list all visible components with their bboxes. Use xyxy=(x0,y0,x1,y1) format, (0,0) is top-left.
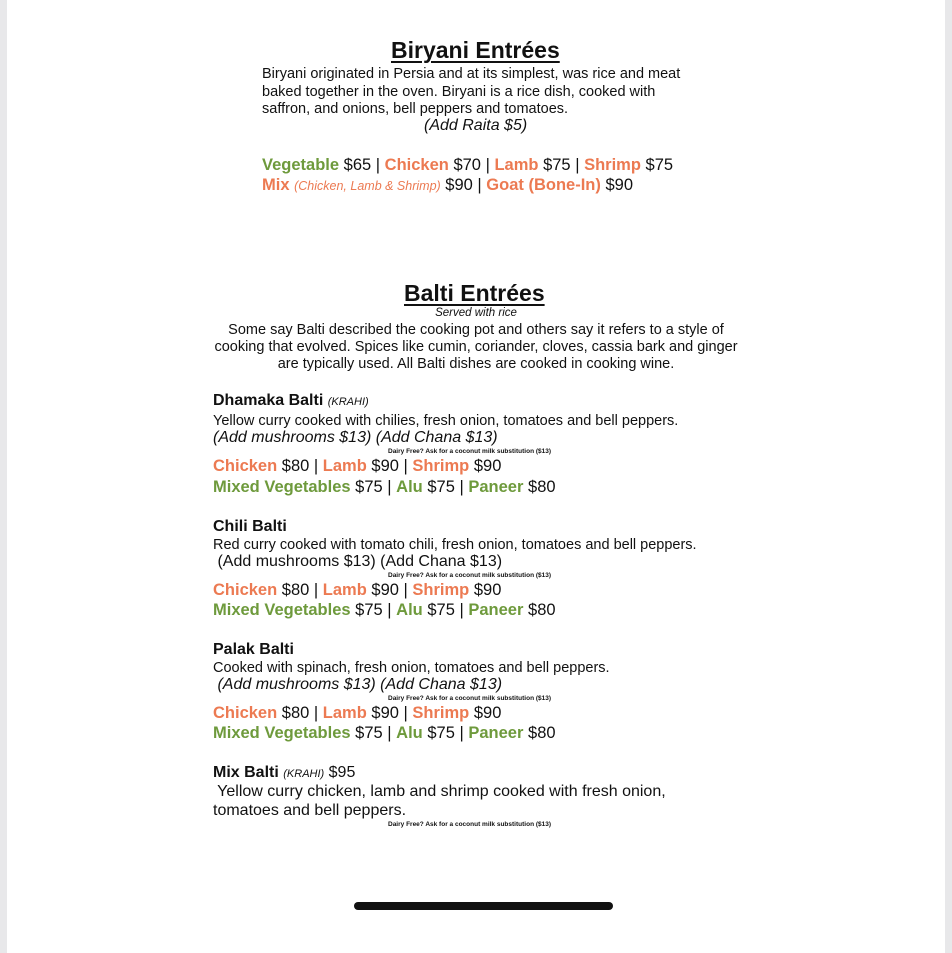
price-item-price: $90 xyxy=(371,581,399,599)
menu-page xyxy=(7,0,945,953)
price-item-price: $80 xyxy=(281,457,310,475)
price-item-price: $90 xyxy=(473,704,502,722)
price-item-price: $80 xyxy=(281,581,310,599)
separator: | xyxy=(477,176,482,194)
price-item-price: $80 xyxy=(528,724,556,742)
item-desc-line-1: Yellow curry chicken, lamb and shrimp cooked with fresh onion, xyxy=(213,783,666,800)
price-item-price: $75 xyxy=(355,601,383,619)
price-item-price: $75 xyxy=(645,156,674,174)
item-addons: (Add mushrooms $13) (Add Chana $13) xyxy=(213,553,503,570)
dairy-note: Dairy Free? Ask for a coconut milk substitution ($13) xyxy=(388,821,552,828)
separator: | xyxy=(387,724,392,742)
separator: | xyxy=(403,704,408,722)
price-item-price: $80 xyxy=(528,601,556,619)
price-item-price: $90 xyxy=(605,176,633,194)
item-desc: Yellow curry cooked with chilies, fresh onion, tomatoes and bell peppers. xyxy=(213,413,679,429)
item-addons: (Add mushrooms $13) (Add Chana $13) xyxy=(213,429,498,446)
price-item-price: $75 xyxy=(427,601,455,619)
balti-subtitle: Served with rice xyxy=(435,307,517,319)
meat-price-row xyxy=(213,704,501,723)
item-addons: (Add mushrooms $13) (Add Chana $13) xyxy=(213,676,503,693)
price-item-price: $80 xyxy=(528,478,556,496)
separator: | xyxy=(387,601,392,619)
price-item-name: Alu xyxy=(396,478,423,496)
price-item-name: Vegetable xyxy=(262,156,340,174)
price-item-price: $70 xyxy=(453,156,481,174)
item-price: $95 xyxy=(328,764,356,781)
price-item-price: $90 xyxy=(473,581,502,599)
price-item-price: $75 xyxy=(543,156,571,174)
price-item-price: $90 xyxy=(371,457,399,475)
veg-price-row xyxy=(213,478,556,497)
balti-desc-line-3: are typically used. All Balti dishes are cooked in cooking wine. xyxy=(277,356,675,372)
biryani-desc-line-1: Biryani originated in Persia and at its simplest, was rice and meat xyxy=(262,66,681,82)
separator: | xyxy=(375,156,381,174)
dairy-note: Dairy Free? Ask for a coconut milk substitution ($13) xyxy=(388,448,552,455)
price-item-price: $65 xyxy=(343,156,372,174)
item-name: Palak Balti xyxy=(213,641,294,658)
item-desc: Cooked with spinach, fresh onion, tomatoes and bell peppers. xyxy=(213,660,610,676)
price-item-name: Lamb xyxy=(322,457,367,475)
balti-desc-line-1: Some say Balti described the cooking pot and others say it refers to a style of xyxy=(228,322,724,338)
balti-title: Balti Entrées xyxy=(404,280,545,306)
item-desc: Red curry cooked with tomato chili, fresh onion, tomatoes and bell peppers. xyxy=(213,537,697,553)
price-item-name: Shrimp xyxy=(412,704,470,722)
separator: | xyxy=(387,478,392,496)
price-item-name: Mixed Vegetables xyxy=(213,724,351,742)
veg-price-row xyxy=(213,724,556,743)
item-desc-line-2: tomatoes and bell peppers. xyxy=(213,802,407,819)
item-name: Chili Balti xyxy=(213,518,287,535)
biryani-price-row-1 xyxy=(262,156,673,175)
veg-price-row xyxy=(213,601,556,620)
balti-desc-line-2: cooking that evolved. Spices like cumin, coriander, cloves, cassia bark and ginger xyxy=(214,339,738,355)
item-title-mix xyxy=(213,764,355,782)
price-item-name: Lamb xyxy=(322,581,367,599)
dairy-note: Dairy Free? Ask for a coconut milk substitution ($13) xyxy=(388,572,552,579)
price-item-name: Shrimp xyxy=(412,581,470,599)
item-title-chili xyxy=(213,518,287,536)
item-title-dhamaka xyxy=(213,392,369,410)
price-item-price: $90 xyxy=(445,176,473,194)
separator: | xyxy=(459,601,464,619)
separator: | xyxy=(313,704,319,722)
price-item-price: $75 xyxy=(427,724,455,742)
price-item-name: Paneer xyxy=(468,724,524,742)
meat-price-row xyxy=(213,581,501,600)
separator: | xyxy=(313,581,319,599)
price-item-name: Lamb xyxy=(322,704,367,722)
price-item-name: Alu xyxy=(396,601,423,619)
price-item-price: $75 xyxy=(355,478,383,496)
home-indicator-bar[interactable] xyxy=(354,902,613,910)
price-item-price: $90 xyxy=(473,457,502,475)
separator: | xyxy=(403,581,408,599)
biryani-price-row-2 xyxy=(262,176,633,195)
item-tag: (KRAHI) xyxy=(283,768,325,780)
price-item-name: Chicken xyxy=(384,156,449,174)
price-item-name: Paneer xyxy=(468,601,524,619)
price-item-name: Chicken xyxy=(213,457,278,475)
price-item-price: $75 xyxy=(355,724,383,742)
price-item-name: Shrimp xyxy=(584,156,641,174)
separator: | xyxy=(459,724,464,742)
price-item-price: $90 xyxy=(371,704,399,722)
separator: | xyxy=(403,457,408,475)
price-item-name: Shrimp xyxy=(412,457,470,475)
price-item-name: Chicken xyxy=(213,704,278,722)
separator: | xyxy=(485,156,490,174)
separator: | xyxy=(459,478,464,496)
biryani-desc-line-3: saffron, and onions, bell peppers and tomatoes. xyxy=(262,101,569,117)
item-name: Dhamaka Balti xyxy=(213,392,324,409)
item-name: Mix Balti xyxy=(213,764,279,781)
price-item-name: Chicken xyxy=(213,581,278,599)
price-item-name: Mixed Vegetables xyxy=(213,601,351,619)
biryani-title: Biryani Entrées xyxy=(391,37,560,63)
price-item-name: Paneer xyxy=(468,478,524,496)
meat-price-row xyxy=(213,457,501,476)
price-item-price: $80 xyxy=(281,704,310,722)
item-title-palak xyxy=(213,641,294,659)
biryani-desc-line-2: baked together in the oven. Biryani is a rice dish, cooked with xyxy=(262,84,656,100)
price-item-name: Goat (Bone-In) xyxy=(486,176,601,194)
separator: | xyxy=(575,156,580,174)
price-item-name: Mix xyxy=(262,176,290,194)
dairy-note: Dairy Free? Ask for a coconut milk substitution ($13) xyxy=(388,695,552,702)
price-item-name: Alu xyxy=(396,724,423,742)
price-item-name: Mixed Vegetables xyxy=(213,478,351,496)
item-tag: (KRAHI) xyxy=(327,396,369,408)
price-item-name: Lamb xyxy=(494,156,539,174)
biryani-raita-note: (Add Raita $5) xyxy=(424,117,528,134)
separator: | xyxy=(313,457,319,475)
price-item-price: $75 xyxy=(427,478,455,496)
mix-note: (Chicken, Lamb & Shrimp) xyxy=(294,179,441,193)
